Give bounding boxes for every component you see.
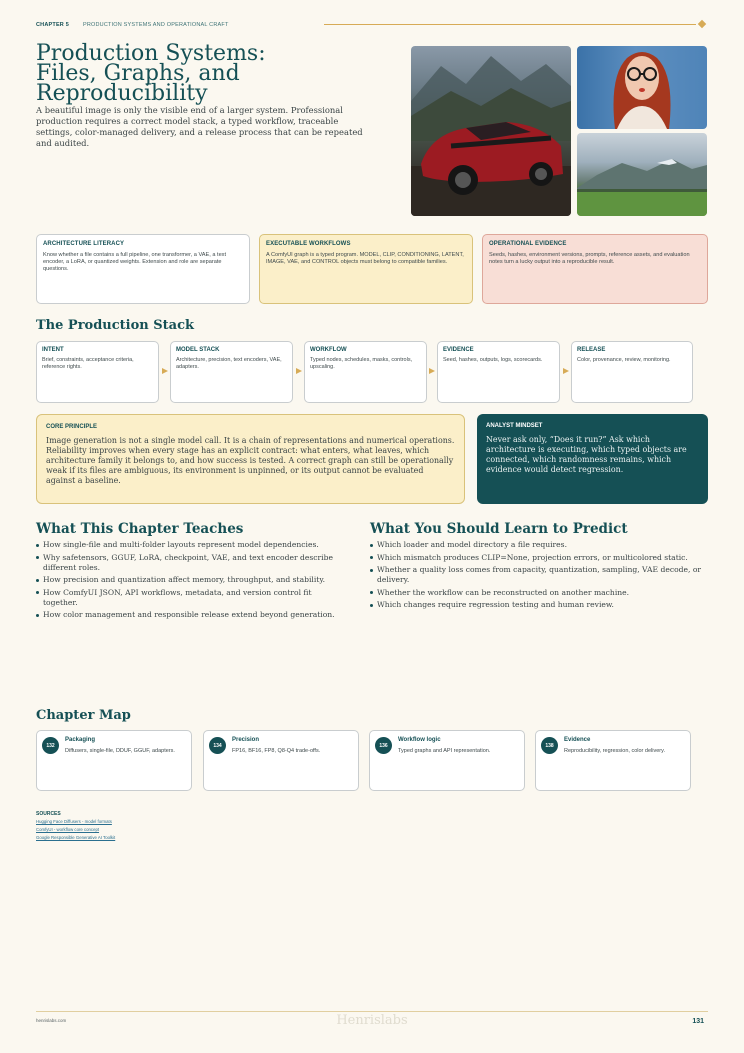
header-rule <box>324 24 696 25</box>
list-item: Why safetensors, GGUF, LoRA, checkpoint, VAE, and text encoder describe different roles. <box>36 553 341 573</box>
analyst-mindset-body: Never ask only, “Does it run?” Ask which architecture is executing, which typed objects are connected, which randomness remains, which evidence would detect regression. <box>486 435 687 474</box>
page-number-badge: 138 <box>541 737 558 754</box>
list-item: How single-file and multi-folder layouts represent model dependencies. <box>36 540 341 550</box>
title-line-2: Files, Graphs, and <box>36 61 240 86</box>
red-sports-car-photo <box>411 46 571 216</box>
stack-card-evidence <box>437 341 560 403</box>
core-principle-box <box>36 414 465 504</box>
source-link-comfyui[interactable]: ComfyUI - workflow core concept <box>36 827 100 832</box>
production-stack-heading: The Production Stack <box>36 318 195 333</box>
list-item: Which loader and model directory a file requires. <box>370 540 706 550</box>
chapter-map-card-body: Typed graphs and API representation. <box>398 748 491 754</box>
feature-card-body: A ComfyUI graph is a typed program. MODEL, CLIP, CONDITIONING, LATENT, IMAGE, VAE, and CONTROL objects must belong to compatible families. <box>266 252 464 266</box>
stack-card-intent <box>36 341 159 403</box>
feature-card-body: Seeds, hashes, environment versions, prompts, reference assets, and evaluation notes turn a lucky output into a reproducible result. <box>489 252 690 266</box>
feature-card-title: ARCHITECTURE LITERACY <box>43 241 125 247</box>
stack-card-body: Seed, hashes, outputs, logs, scorecards. <box>443 357 543 363</box>
chapter-label: CHAPTER 5 <box>36 22 69 28</box>
arrow-right-icon <box>296 368 302 374</box>
chapter-map-card-packaging[interactable] <box>36 730 192 791</box>
core-principle-title: CORE PRINCIPLE <box>46 424 98 430</box>
chapter-section: PRODUCTION SYSTEMS AND OPERATIONAL CRAFT <box>82 22 229 28</box>
mountain-landscape-photo <box>577 133 707 216</box>
analyst-mindset-box <box>477 414 708 504</box>
page-number-badge: 134 <box>209 737 226 754</box>
core-principle-body: Image generation is not a single model call. It is a chain of representations and numerical operations. Reliability improves when every stage has an explicit contract: what enters, what leaves, which architecture family it belongs to, and how success is tested. A correct graph can still be operationally weak if its files are ambiguous, its environment is unpinned, or its output cannot be evaluated against a baseline. <box>46 436 455 485</box>
predict-heading: What You Should Learn to Predict <box>370 521 628 537</box>
diamond-icon <box>698 20 706 28</box>
page-number-badge: 136 <box>375 737 392 754</box>
list-item: Which changes require regression testing and human review. <box>370 600 706 610</box>
portrait-illustration <box>577 46 707 129</box>
lead-paragraph: A beautiful image is only the visible end of a larger system. Professional production requires a correct model stack, a typed workflow, traceable settings, color-managed delivery, and a release process that can be repeated and audited. <box>36 105 363 148</box>
page <box>36 0 708 1053</box>
page-number-badge: 132 <box>42 737 59 754</box>
arrow-right-icon <box>563 368 569 374</box>
chapter-map-card-title: Workflow logic <box>398 737 441 743</box>
teaches-heading: What This Chapter Teaches <box>36 521 244 537</box>
arrow-right-icon <box>429 368 435 374</box>
chapter-map-heading: Chapter Map <box>36 708 131 723</box>
footer-site: henrislabs.com <box>36 1018 67 1023</box>
feature-card-title: OPERATIONAL EVIDENCE <box>489 241 567 247</box>
stack-card-title: MODEL STACK <box>176 347 220 353</box>
arrow-right-icon <box>162 368 168 374</box>
feature-card-workflows <box>259 234 473 304</box>
footer-watermark: Henrislabs <box>336 1013 408 1028</box>
stack-card-body: Architecture, precision, text encoders, VAE, adapters. <box>176 357 282 370</box>
page-header <box>36 20 708 30</box>
source-link-diffusers[interactable]: Hugging Face Diffusers - model formats <box>36 819 112 824</box>
source-link-google[interactable]: Google Responsible Generative AI Toolkit <box>36 835 116 840</box>
stack-card-body: Brief, constraints, acceptance criteria, reference rights. <box>42 357 134 370</box>
chapter-map-card-precision[interactable] <box>203 730 359 791</box>
chapter-map-card-workflow-logic[interactable] <box>369 730 525 791</box>
stack-card-body: Color, provenance, review, monitoring. <box>577 357 671 363</box>
stack-card-title: INTENT <box>42 347 64 353</box>
stack-card-title: EVIDENCE <box>443 347 474 353</box>
footer-rule <box>36 1011 708 1012</box>
landscape-illustration <box>577 133 707 216</box>
analyst-mindset-title: ANALYST MINDSET <box>486 423 543 429</box>
chapter-map-card-body: Reproducibility, regression, color delivery. <box>564 748 665 754</box>
chapter-map-card-title: Precision <box>232 737 260 743</box>
portrait-woman-glasses-photo <box>577 46 707 129</box>
teaches-list <box>36 540 341 623</box>
chapter-map-card-title: Evidence <box>564 737 591 743</box>
car-illustration <box>411 46 571 216</box>
list-item: How ComfyUI JSON, API workflows, metadata, and version control fit together. <box>36 588 341 608</box>
page-number: 131 <box>692 1018 704 1025</box>
stack-card-model-stack <box>170 341 293 403</box>
page-title <box>36 41 406 106</box>
chapter-map-card-body: Diffusers, single-file, DDUF, GGUF, adapters. <box>65 748 175 754</box>
list-item: Whether the workflow can be reconstructed on another machine. <box>370 588 706 598</box>
sources-title: SOURCES <box>36 811 61 817</box>
production-stack <box>36 341 708 403</box>
stack-card-title: WORKFLOW <box>310 347 347 353</box>
title-line-1: Production Systems: <box>36 41 266 66</box>
chapter-map-card-title: Packaging <box>65 737 96 743</box>
feature-card-evidence <box>482 234 708 304</box>
stack-card-workflow <box>304 341 427 403</box>
stack-card-title: RELEASE <box>577 347 606 353</box>
predict-list <box>370 540 706 613</box>
feature-card-body: Know whether a file contains a full pipeline, one transformer, a VAE, a text encoder, a LoRA, or quantized weights. Extension and role are separate questions. <box>43 252 227 273</box>
title-line-3: Reproducibility <box>36 81 208 106</box>
list-item: Which mismatch produces CLIP=None, projection errors, or multicolored static. <box>370 553 706 563</box>
stack-card-body: Typed nodes, schedules, masks, controls, upscaling. <box>310 357 413 370</box>
feature-card-architecture <box>36 234 250 304</box>
list-item: How precision and quantization affect memory, throughput, and stability. <box>36 575 341 585</box>
stack-card-release <box>571 341 693 403</box>
list-item: How color management and responsible release extend beyond generation. <box>36 610 341 620</box>
chapter-map-card-evidence[interactable] <box>535 730 691 791</box>
chapter-map-card-body: FP16, BF16, FP8, Q8-Q4 trade-offs. <box>232 748 321 754</box>
feature-card-title: EXECUTABLE WORKFLOWS <box>266 241 351 247</box>
list-item: Whether a quality loss comes from capacity, quantization, sampling, VAE decode, or delivery. <box>370 565 706 585</box>
